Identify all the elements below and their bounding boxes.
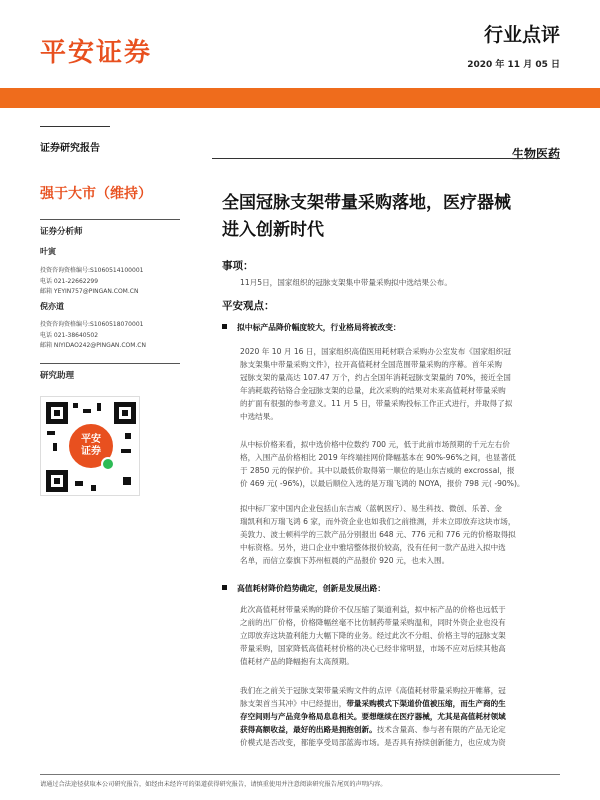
text-line: 格，入围产品价格相比 2019 年终端挂网价降幅基本在 90%-96%之间，也显著低 [240, 453, 516, 462]
text-line: 冠脉支架的量高达 107.47 万个，约占全国年消耗冠脉支架量的 70%，接近全国 [240, 373, 511, 382]
analyst-phone: 电话 021-22662299 [40, 277, 99, 285]
bullet-square-icon [222, 324, 227, 329]
analyst-license: 投资咨询资格编号:S1060518070001 [40, 321, 144, 328]
header-band [0, 88, 600, 108]
report-date: 2020 年 11 月 05 日 [467, 60, 560, 70]
rating-label: 强于大市（维持） [40, 186, 152, 202]
bullet-text: 高值耗材降价趋势确定，创新是发展出路： [237, 584, 386, 593]
qr-module [97, 403, 101, 411]
emphasis-text: 存空间则与产品竞争格局息息相关。要想继续在医疗器械，尤其是高值耗材领域 [240, 712, 506, 721]
text-line: 拟中标厂家中国内企业包括山东吉威（蓝帆医疗）、易生科技、微创、乐普、金 [240, 504, 502, 513]
qr-module [83, 409, 91, 413]
report-title [222, 190, 562, 244]
qr-module [91, 485, 96, 491]
text-line: 价模式是否改变，都能享受局部蓝海市场。是否具有持续创新能力，也应成为资 [240, 738, 506, 747]
qr-module [125, 433, 131, 439]
event-heading: 事项： [222, 260, 254, 272]
view-heading: 平安观点： [222, 300, 275, 312]
qr-finder-core [54, 410, 60, 416]
qr-code [40, 396, 140, 496]
emphasis-text: 带量采购模式下渠道价值被压缩，而生产商的生 [346, 699, 506, 708]
footer-disclaimer: 请通过合法途径获取本公司研究报告，如经由未经许可的渠道获得研究报告，请慎重使用并注意阅读研究报告尾页的声明内容。 [40, 781, 387, 788]
text-line: 带量采购，国家降低高值耗材价格的决心已经非常明显，市场不应对后续其他高 [240, 644, 506, 653]
paragraph [240, 502, 562, 567]
text-line: 名单，而信立泰旗下苏州桓晨的产品报价 920 元，也未入围。 [240, 556, 450, 565]
text-line: 瑞凯利和万瑞飞鸿 6 家，而外资企业也如我们之前推测，并未立即放弃这块市场， [240, 517, 516, 526]
qr-module [53, 443, 57, 451]
sidebar-divider-top [40, 126, 110, 127]
text-line: 之前的出厂价格，价格降幅丝毫不比仿制药带量采购温和，同时外资企业也没有 [240, 618, 506, 627]
industry-divider [212, 158, 560, 159]
analyst-email[interactable]: 邮箱 YEYIN757@PINGAN.COM.CN [40, 288, 139, 295]
text-line [240, 697, 562, 710]
paragraph [240, 345, 562, 423]
paragraph [240, 438, 562, 490]
bullet-square-icon [222, 585, 227, 590]
bullet-heading [222, 583, 385, 594]
text-line: 值耗材产品的降幅抱有太高预期。 [240, 657, 354, 666]
qr-module [121, 449, 131, 453]
text-line: 我们在之前关于冠脉支架带量采购文件的点评《高值耗材带量采购拉开帷幕，冠 [240, 686, 506, 695]
text-span: 技术含量高、参与者有限的产品无论定 [376, 725, 506, 734]
title-line: 全国冠脉支架带量采购落地，医疗器械 [222, 193, 511, 213]
assistant-heading: 研究助理 [40, 371, 75, 381]
analyst-name: 倪亦道 [40, 302, 64, 311]
bullet-text: 拟中标产品降价幅度较大，行业格局将被改变： [237, 323, 401, 332]
text-line: 的扩面有很强的参考意义。11 月 5 日，带量采购投标工作正式进行，并取得了拟 [240, 399, 513, 408]
report-kind: 证券研究报告 [40, 143, 100, 154]
sidebar-divider [40, 219, 180, 220]
analyst-info [40, 266, 143, 298]
text-line: 脉支架集中带量采购文件》，拉开高值耗材全国范围带量采购的序幕。首年采购 [240, 360, 502, 369]
emphasis-text: 获得高额收益，最好的出路是拥抱创新。 [240, 725, 377, 734]
text-line: 此次高值耗材带量采购的降价不仅压缩了渠道利益，拟中标产品的价格也远低于 [240, 605, 506, 614]
event-text: 11月5日，国家组织的冠脉支架集中带量采购拟中选结果公布。 [240, 278, 452, 287]
sidebar-divider [40, 363, 180, 364]
text-line: 中标资格。另外，进口企业中雅培整体报价较高，没有任何一款产品进入拟中选 [240, 543, 506, 552]
industry-label: 生物医药 [511, 147, 560, 161]
text-line [240, 723, 562, 736]
bullet-heading [222, 322, 401, 333]
paragraph [240, 684, 562, 749]
brand-logo: 平安证券 [40, 38, 153, 68]
text-line: 美敦力、波士顿科学的三款产品分别报出 648 元、776 元和 776 元的价格取得拟 [240, 530, 516, 539]
qr-module [47, 431, 55, 435]
paragraph [240, 603, 562, 668]
qr-finder-core [122, 410, 128, 416]
text-line: 年消耗载药钴铬合金冠脉支架的总量，此次采购的结果对未来高值耗材带量采购 [240, 386, 506, 395]
analyst-license: 投资咨询资格编号:S1060514100001 [40, 267, 144, 274]
analyst-info [40, 320, 146, 352]
text-line: 立即放弃这块盈利能力大幅下降的业务。经过此次不分组、价格主导的冠脉支架 [240, 631, 506, 640]
text-line: 于 2850 元的保护价。其中以最低价取得第一顺位的是山东吉威的 excrossal，报 [240, 466, 515, 475]
text-line: 价 469 元( -96%)，以最后顺位入选的是万瑞飞鸿的 NOYA，报价 798 元( -90%)。 [240, 479, 525, 488]
qr-finder-core [54, 478, 60, 484]
qr-module [75, 481, 83, 486]
analyst-email[interactable]: 邮箱 NIYIDAO242@PINGAN.COM.CN [40, 342, 146, 349]
text-line: 从中标价格来看，拟中选价格中位数约 700 元，低于此前市场预期的千元左右价 [240, 440, 510, 449]
qr-module [73, 403, 78, 408]
footer-divider [40, 774, 560, 775]
text-line: 中选结果。 [240, 412, 278, 421]
analyst-phone: 电话 021-38640502 [40, 331, 99, 339]
qr-module [123, 477, 131, 485]
text-line: 2020 年 10 月 16 日，国家组织高值医用耗材联合采购办公室发布《国家组织冠 [240, 347, 511, 356]
qr-badge-text: 平安 [81, 434, 101, 445]
title-line: 进入创新时代 [222, 220, 324, 240]
qr-badge-text: 证券 [81, 446, 101, 457]
text-span: 脉支架首当其冲》中已经提出， [240, 699, 347, 708]
analyst-heading: 证券分析师 [40, 227, 83, 237]
report-type: 行业点评 [483, 24, 560, 46]
analyst-name: 叶寅 [40, 247, 56, 256]
wechat-icon [101, 457, 115, 471]
